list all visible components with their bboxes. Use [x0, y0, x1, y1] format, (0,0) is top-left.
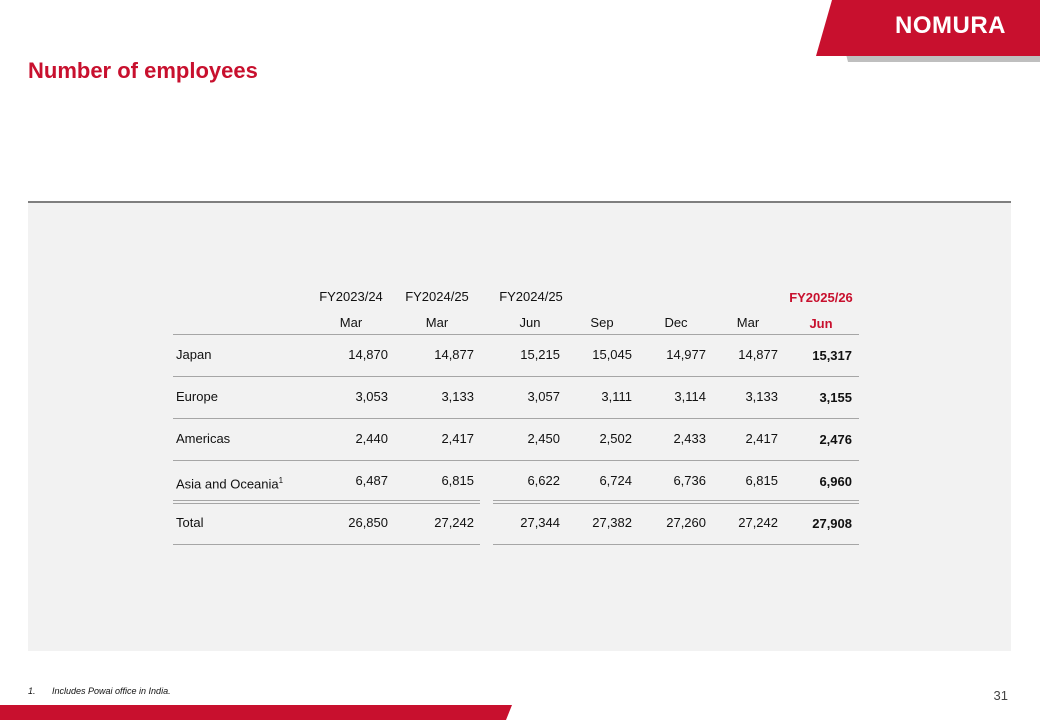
month-header: Dec — [664, 315, 688, 330]
page-title: Number of employees — [28, 58, 258, 83]
month-header: Sep — [590, 315, 614, 330]
table-cell: 6,487 — [355, 473, 388, 488]
row-label-japan: Japan — [176, 347, 212, 362]
logo-banner — [810, 0, 1040, 62]
footnote — [28, 686, 171, 696]
table-cell: 6,736 — [673, 473, 706, 488]
month-header: Mar — [339, 315, 363, 330]
table-cell: 6,622 — [527, 473, 560, 488]
table-cell: 27,382 — [592, 515, 632, 530]
table-cell: 27,260 — [666, 515, 706, 530]
row-divider — [173, 460, 859, 461]
nomura-logo: NOMURA — [895, 12, 1006, 39]
table-cell-current: 6,960 — [819, 474, 852, 489]
table-cell: 2,433 — [673, 431, 706, 446]
row-label-americas: Americas — [176, 431, 231, 446]
table-cell: 15,045 — [592, 347, 632, 362]
table-bottom-line — [493, 544, 859, 545]
table-cell: 26,850 — [348, 515, 388, 530]
table-cell-current: 27,908 — [812, 516, 852, 531]
month-header: Mar — [736, 315, 760, 330]
total-divider — [173, 503, 480, 504]
table-cell: 2,450 — [527, 431, 560, 446]
month-header: Mar — [425, 315, 449, 330]
table-cell: 3,133 — [441, 389, 474, 404]
table-cell: 6,724 — [599, 473, 632, 488]
table-cell: 3,111 — [601, 389, 632, 404]
footnote-text: Includes Powai office in India. — [52, 686, 171, 696]
table-cell: 27,242 — [434, 515, 474, 530]
fy-header-2024-25-annual: FY2024/25 — [405, 289, 469, 304]
row-label-total: Total — [176, 515, 204, 530]
table-cell: 2,417 — [745, 431, 778, 446]
table-cell: 3,057 — [527, 389, 560, 404]
table-cell: 27,344 — [520, 515, 560, 530]
table-cell: 2,440 — [355, 431, 388, 446]
row-label-text: Asia and Oceania — [176, 476, 279, 492]
month-header-current: Jun — [809, 316, 833, 331]
total-divider — [493, 503, 859, 504]
total-divider — [493, 500, 859, 501]
fy-header-2024-25-quarterly: FY2024/25 — [499, 289, 563, 304]
table-bottom-line — [173, 544, 480, 545]
row-label-asia-oceania — [176, 473, 283, 492]
table-cell: 14,977 — [666, 347, 706, 362]
table-cell: 14,877 — [738, 347, 778, 362]
table-cell-current: 3,155 — [819, 390, 852, 405]
row-label-europe: Europe — [176, 389, 218, 404]
table-cell-current: 15,317 — [812, 348, 852, 363]
table-cell: 3,053 — [355, 389, 388, 404]
table-cell: 14,870 — [348, 347, 388, 362]
table-cell: 6,815 — [441, 473, 474, 488]
table-cell: 27,242 — [738, 515, 778, 530]
bottom-accent-bar — [0, 702, 520, 720]
month-header: Jun — [519, 315, 541, 330]
table-panel — [28, 201, 1011, 651]
fy-header-2025-26: FY2025/26 — [789, 290, 853, 305]
header-divider — [173, 334, 859, 335]
table-cell: 14,877 — [434, 347, 474, 362]
row-divider — [173, 376, 859, 377]
fy-header-2023-24: FY2023/24 — [319, 289, 383, 304]
page-number: 31 — [993, 688, 1008, 703]
row-divider — [173, 418, 859, 419]
table-cell: 3,133 — [745, 389, 778, 404]
table-cell-current: 2,476 — [819, 432, 852, 447]
footnote-marker: 1 — [278, 476, 284, 485]
table-cell: 6,815 — [745, 473, 778, 488]
table-cell: 2,502 — [599, 431, 632, 446]
footnote-number: 1. — [28, 686, 36, 696]
table-cell: 3,114 — [674, 389, 706, 404]
total-divider — [173, 500, 480, 501]
table-cell: 15,215 — [520, 347, 560, 362]
table-cell: 2,417 — [441, 431, 474, 446]
